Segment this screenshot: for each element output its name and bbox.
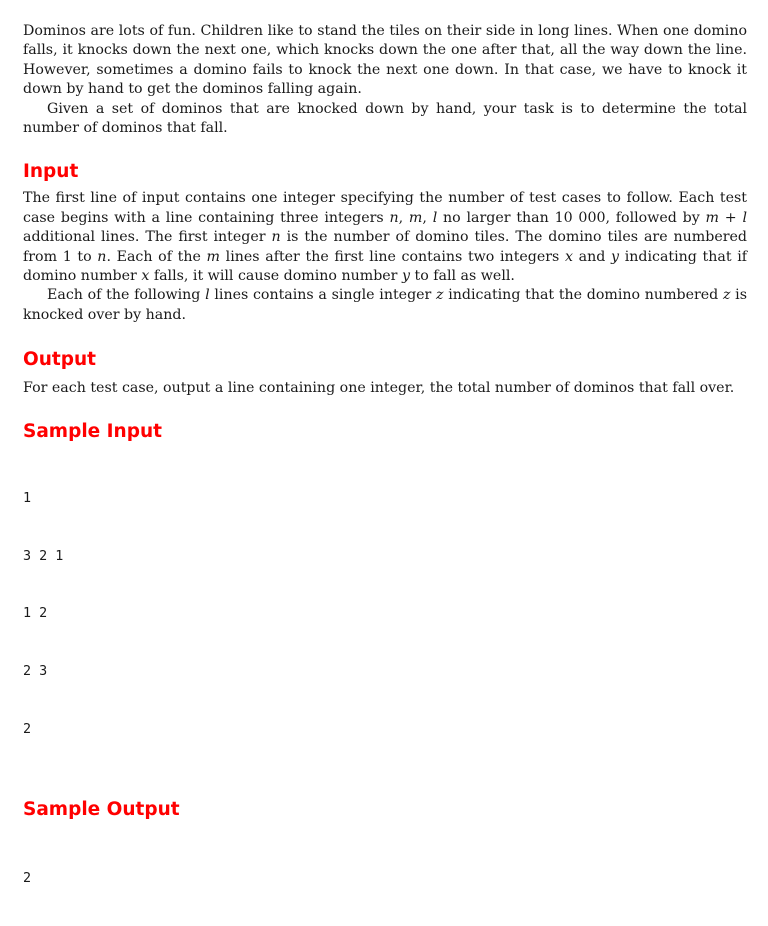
math-var: n	[389, 209, 399, 226]
sample-input-line: 1 2	[23, 606, 48, 622]
math-var: z	[722, 287, 731, 304]
input-text: to fall as well.	[409, 268, 515, 285]
input-paragraph-1	[23, 189, 747, 286]
input-heading: Input	[23, 161, 79, 183]
sample-input-heading: Sample Input	[23, 420, 162, 442]
math-var: l	[432, 209, 438, 226]
problem-statement	[23, 22, 747, 926]
input-text: additional lines. The first integer	[23, 229, 272, 246]
math-expr: m + l	[705, 209, 747, 226]
input-text: is the number of domino tiles. The domino tiles are numbered from 1 to	[23, 229, 748, 265]
sample-output-line: 2	[23, 870, 32, 886]
math-var: y	[401, 268, 410, 285]
input-text: indicating that the domino numbered	[443, 287, 723, 304]
input-text: no larger than 10 000, followed by	[437, 209, 706, 226]
input-text: The first line of input contains one integer specifying the number of test cases to follow. Each test case begins with a line containing three integers	[23, 190, 747, 226]
input-paragraph-2	[23, 286, 747, 325]
math-var: n	[97, 248, 107, 265]
sample-input-block	[23, 451, 747, 777]
input-text: lines after the first line contains two integers	[220, 248, 565, 265]
output-heading: Output	[23, 349, 96, 371]
math-var: m	[408, 209, 423, 226]
input-text: Each of the following	[47, 287, 206, 304]
output-paragraph: For each test case, output a line containing one integer, the total number of dominos that fall over.	[23, 380, 735, 397]
sample-output-block	[23, 830, 747, 926]
input-text: is knocked over by hand.	[23, 287, 748, 323]
sample-input-line: 3 2 1	[23, 548, 64, 564]
math-var: m	[206, 248, 221, 265]
intro-paragraph-1: Dominos are lots of fun. Children like to stand the tiles on their side in long lines. When one domino falls, it knocks down the next one, which knocks down the one after that, all the way down the line. However, sometimes a domino fails to knock the next one down. In that case, we have to knock it down by hand to get the dominos falling again.	[23, 23, 747, 98]
math-var: z	[436, 287, 444, 304]
input-text: . Each of the	[106, 248, 207, 265]
math-var: n	[271, 229, 281, 246]
sample-input-line: 2 3	[23, 663, 48, 679]
sample-input-line: 2	[23, 721, 32, 737]
math-var: x	[565, 248, 574, 265]
math-var: l	[205, 287, 210, 304]
math-var: x	[141, 268, 150, 285]
math-var: y	[611, 248, 620, 265]
intro-paragraph-2: Given a set of dominos that are knocked down by hand, your task is to determine the total number of dominos that fall.	[23, 100, 747, 137]
input-text: and	[573, 248, 612, 265]
sample-output-heading: Sample Output	[23, 799, 180, 821]
input-text: ,	[422, 209, 433, 226]
input-text: ,	[398, 209, 409, 226]
input-text: lines contains a single integer	[209, 287, 437, 304]
input-text: falls, it will cause domino number	[149, 268, 402, 285]
input-text: indicating that if domino number	[23, 248, 747, 285]
sample-input-line: 1	[23, 491, 32, 507]
